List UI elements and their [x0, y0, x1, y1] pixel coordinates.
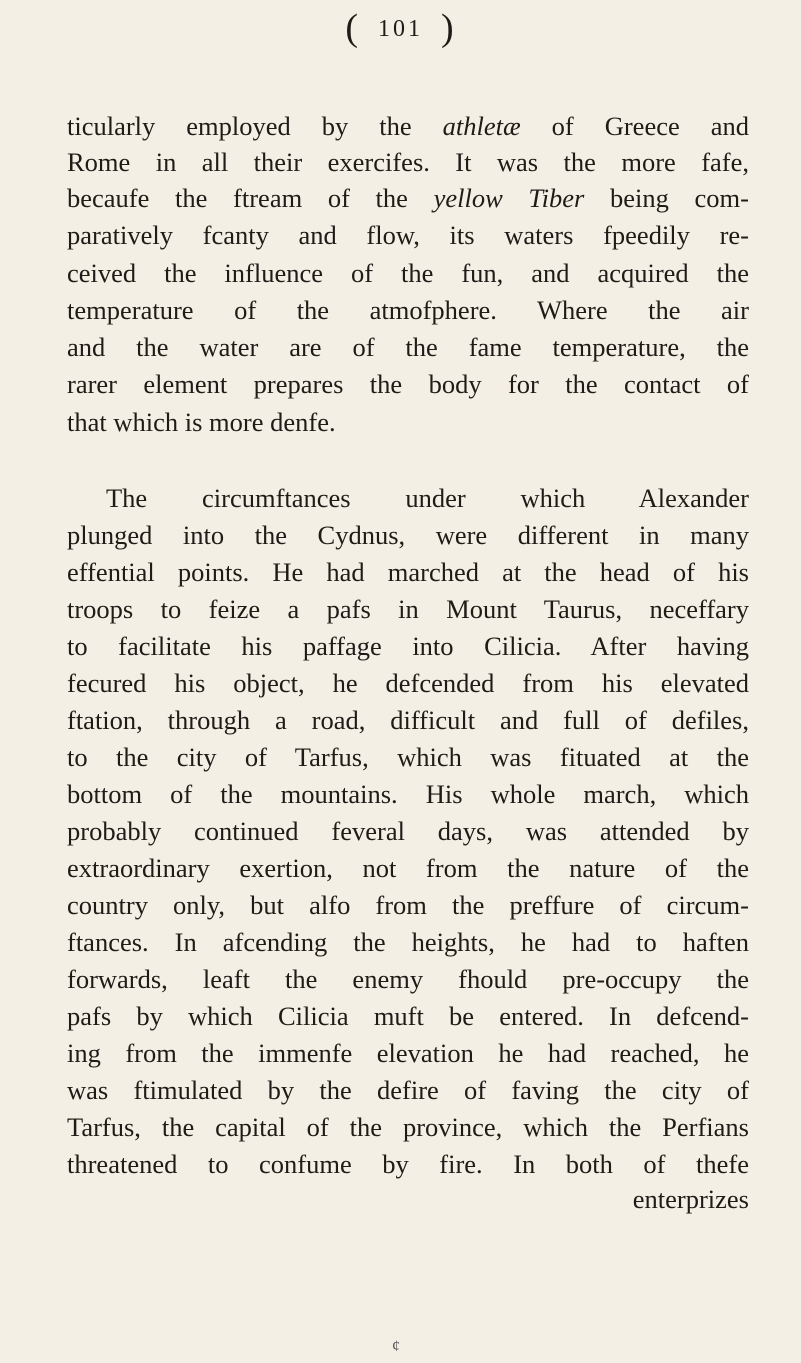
text-line: ticularly employed by the athletæ of Greece and [67, 111, 749, 141]
text-line: troops to feize a pafs in Mount Taurus, neceffary [67, 594, 749, 624]
text-line: ftances. In afcending the heights, he had to haften [67, 927, 749, 957]
text-line: that which is more denfe. [67, 407, 336, 437]
text-line: to facilitate his paffage into Cilicia. After having [67, 631, 749, 661]
text-line: plunged into the Cydnus, were different in many [67, 520, 749, 550]
signature-mark: ¢ [392, 1338, 400, 1355]
catchword: enterprizes [632, 1184, 749, 1214]
text-line: pafs by which Cilicia muft be entered. In defcend- [67, 1001, 749, 1031]
page-number-close-paren: ) [441, 7, 456, 49]
text-line: to the city of Tarfus, which was fituated at the [67, 742, 749, 772]
text-line: probably continued feveral days, was attended by [67, 816, 749, 846]
text-line: ceived the influence of the fun, and acquired the [67, 258, 749, 288]
text-line: fecured his object, he defcended from his elevated [67, 668, 749, 698]
text-line: extraordinary exertion, not from the nature of the [67, 853, 749, 883]
text-line: becaufe the ftream of the yellow Tiber being com- [67, 183, 749, 213]
page-number-value: 101 [378, 16, 423, 42]
text-line: forwards, leaft the enemy fhould pre-occupy the [67, 964, 749, 994]
text-line: paratively fcanty and flow, its waters fpeedily re- [67, 220, 749, 250]
text-line: country only, but alfo from the preffure of circum- [67, 890, 749, 920]
text-line: The circumftances under which Alexander [106, 483, 749, 513]
text-line: and the water are of the fame temperature, the [67, 332, 749, 362]
page-number-open-paren: ( [345, 7, 360, 49]
text-line: Rome in all their exercifes. It was the more fafe, [67, 147, 749, 177]
text-line: Tarfus, the capital of the province, which the Perfians [67, 1112, 749, 1142]
text-line: bottom of the mountains. His whole march, which [67, 779, 749, 809]
text-line: was ftimulated by the defire of faving the city of [67, 1075, 749, 1105]
text-line: rarer element prepares the body for the contact of [67, 369, 749, 399]
page-number [0, 6, 801, 50]
text-line: effential points. He had marched at the head of his [67, 557, 749, 587]
text-line: threatened to confume by fire. In both of thefe [67, 1149, 749, 1179]
text-line: ftation, through a road, difficult and full of defiles, [67, 705, 749, 735]
text-line: temperature of the atmofphere. Where the air [67, 295, 749, 325]
text-line: ing from the immenfe elevation he had reached, he [67, 1038, 749, 1068]
